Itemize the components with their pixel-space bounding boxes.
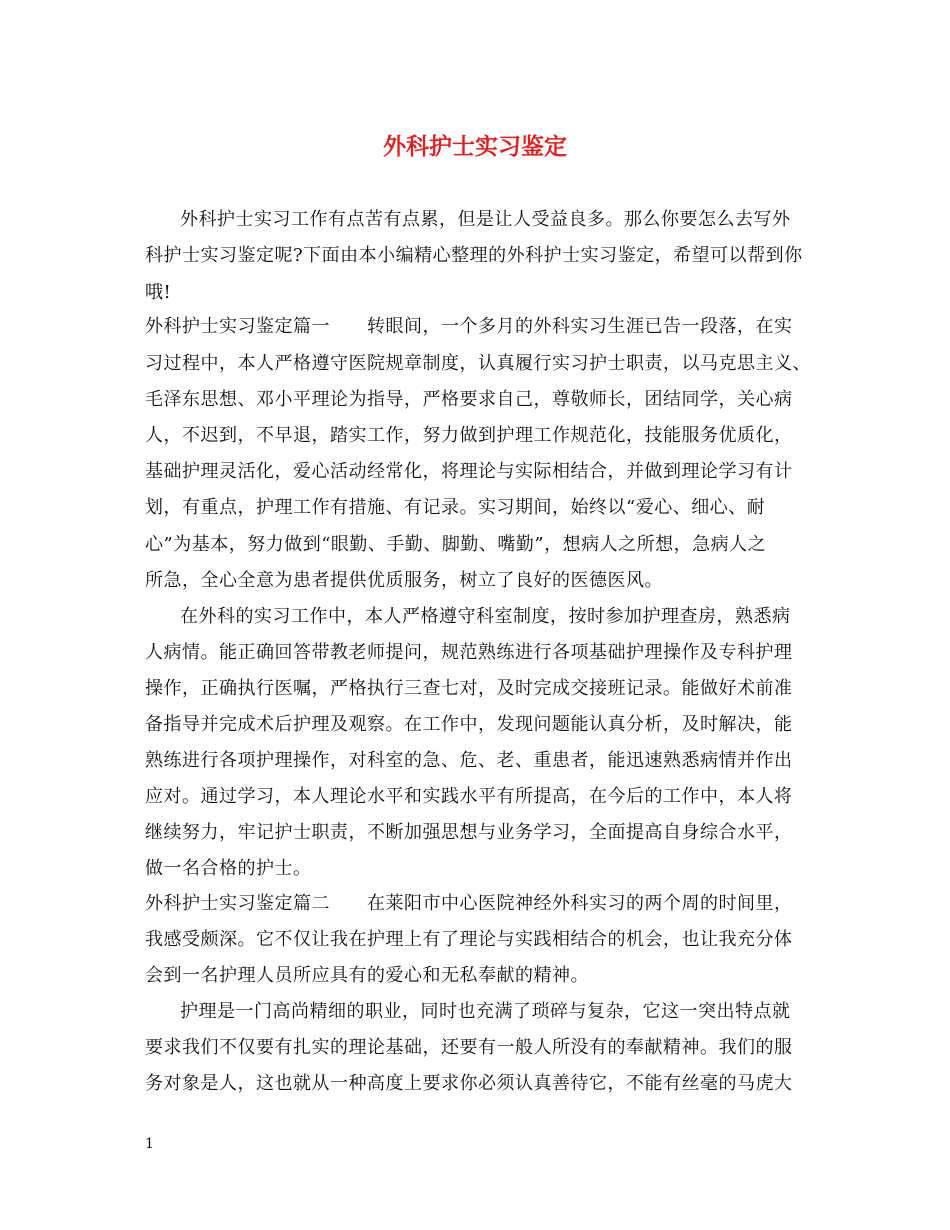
- paragraph-line: 务对象是人，这也就从一种高度上要求你必须认真善待它，不能有丝毫的马虎大: [145, 1073, 793, 1094]
- page-number: 1: [145, 1136, 154, 1152]
- paragraph-line: 习过程中，本人严格遵守医院规章制度，认真履行实习护士职责，以马克思主义、: [145, 353, 811, 374]
- paragraph-line: 基础护理灵活化，爱心活动经常化，将理论与实际相结合，并做到理论学习有计: [145, 461, 793, 482]
- paragraph-line: 继续努力，牢记护士职责，不断加强思想与业务学习，全面提高自身综合水平，: [145, 822, 793, 843]
- paragraph-line: 心”为基本，努力做到“眼勤、手勤、脚勤、嘴勤”，想病人之所想，急病人之: [145, 534, 767, 555]
- document-title: 外科护士实习鉴定: [383, 133, 567, 160]
- paragraph-line: 要求我们不仅要有扎实的理论基础，还要有一般人所没有的奉献精神。我们的服: [145, 1037, 793, 1058]
- paragraph-line: 做一名合格的护士。: [145, 858, 312, 879]
- paragraph-line: 哦!: [145, 282, 172, 303]
- paragraph-line: 我感受颇深。它不仅让我在护理上有了理论与实践相结合的机会，也让我充分体: [145, 929, 793, 950]
- paragraph-line: 科护士实习鉴定呢?下面由本小编精心整理的外科护士实习鉴定，希望可以帮到你: [145, 245, 803, 266]
- paragraph-line: 划，有重点，护理工作有措施、有记录。实习期间，始终以“爱心、细心、耐: [145, 497, 766, 518]
- paragraph-line: 所急，全心全意为患者提供优质服务，树立了良好的医德医风。: [145, 570, 663, 591]
- paragraph-line: 备指导并完成术后护理及观察。在工作中，发现问题能认真分析，及时解决，能: [145, 714, 793, 735]
- paragraph-line: 操作，正确执行医嘱，严格执行三查七对，及时完成交接班记录。能做好术前准: [145, 678, 793, 699]
- paragraph-line: 应对。通过学习，本人理论水平和实践水平有所提高，在今后的工作中，本人将: [145, 786, 793, 807]
- section-heading-line: 外科护士实习鉴定篇二 在莱阳市中心医院神经外科实习的两个周的时间里，: [145, 893, 793, 914]
- paragraph-line: 会到一名护理人员所应具有的爱心和无私奉献的精神。: [145, 965, 589, 986]
- paragraph-line: 毛泽东思想、邓小平理论为指导，严格要求自己，尊敬师长，团结同学，关心病: [145, 389, 793, 410]
- paragraph-line: 人，不迟到，不早退，踏实工作，努力做到护理工作规范化，技能服务优质化，: [145, 425, 793, 446]
- section-heading-line: 外科护士实习鉴定篇一 转眼间，一个多月的外科实习生涯已告一段落，在实: [145, 316, 793, 337]
- paragraph-line: 外科护士实习工作有点苦有点累，但是让人受益良多。那么你要怎么去写外: [180, 209, 791, 230]
- paragraph-line: 在外科的实习工作中，本人严格遵守科室制度，按时参加护理查房，熟悉病: [180, 606, 791, 627]
- paragraph-line: 人病情。能正确回答带教老师提问，规范熟练进行各项基础护理操作及专科护理: [145, 642, 793, 663]
- paragraph-line: 熟练进行各项护理操作，对科室的急、危、老、重患者，能迅速熟悉病情并作出: [145, 750, 793, 771]
- paragraph-line: 护理是一门高尚精细的职业，同时也充满了琐碎与复杂，它这一突出特点就: [180, 1001, 791, 1022]
